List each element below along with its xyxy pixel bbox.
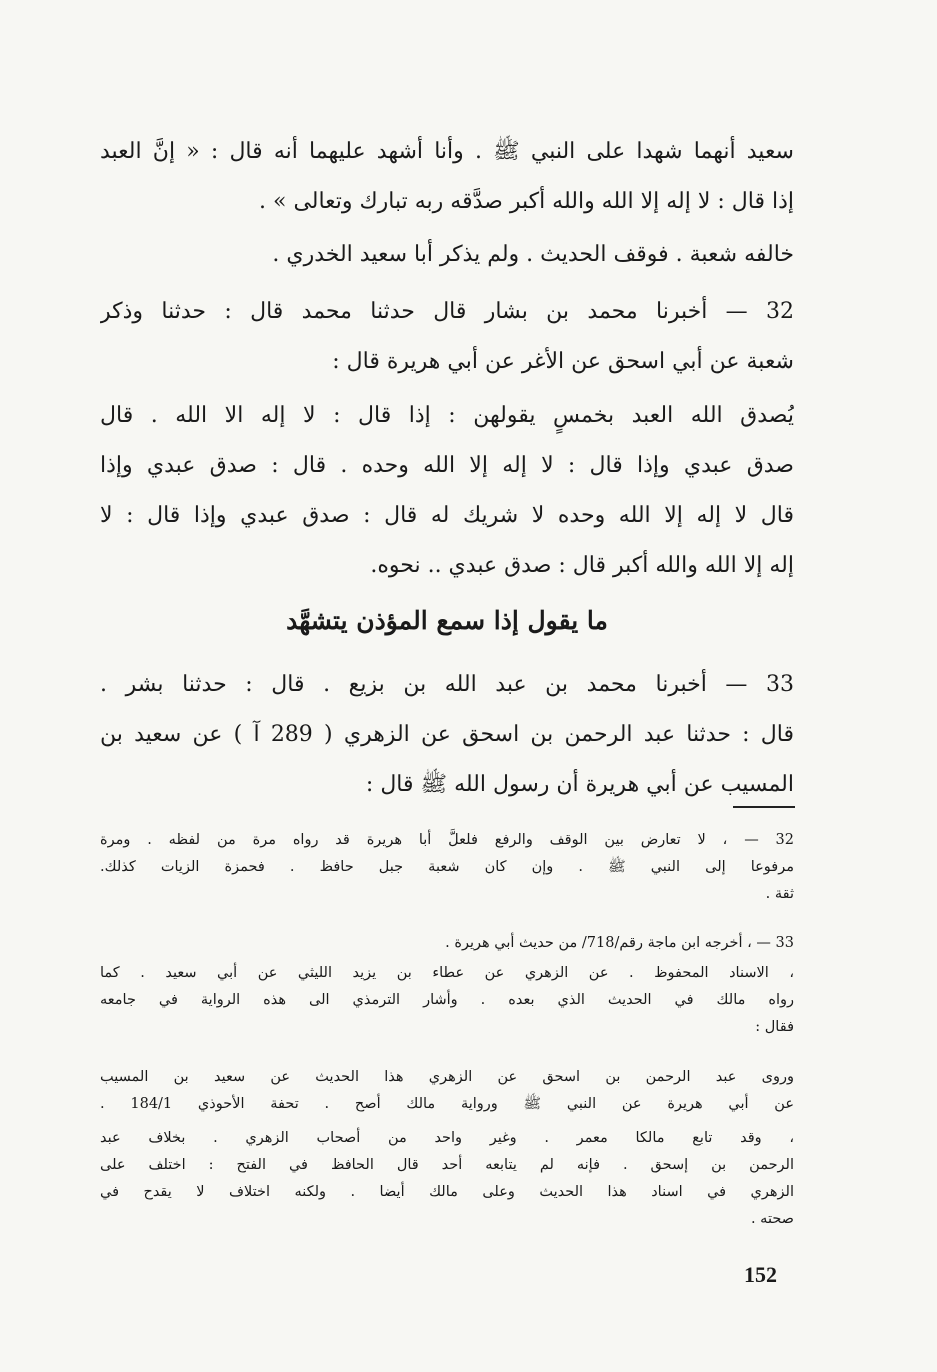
text-line: يُصدق الله العبد بخمسٍ يقولهن : إذا قال : لا إله الا الله . قال <box>100 403 794 428</box>
footnote-line: ، وقد تابع مالكا معمر . وغير واحد من أصحاب الزهري . بخلاف عبد <box>100 1130 794 1146</box>
footnote-line: رواه مالك في الحديث الذي بعده . وأشار الترمذي الى هذه الرواية في جامعه <box>100 992 794 1008</box>
footnote-line: 33 — ، أخرجه ابن ماجة رقم/718/ من حديث أبي هريرة . <box>445 935 794 951</box>
text-line: قال : حدثنا عبد الرحمن بن اسحق عن الزهري ( 289 آ ) عن سعيد بن <box>100 722 794 747</box>
footnote-line: الزهري في اسناد هذا الحديث وعلى مالك أيضا . ولكنه اختلاف لا يقدح في <box>100 1184 794 1200</box>
text-line: خالفه شعبة . فوقف الحديث . ولم يذكر أبا سعيد الخدري . <box>272 242 794 267</box>
footnote-line: صحته . <box>750 1211 794 1227</box>
footnote-32 <box>100 827 794 908</box>
text-line: صدق عبدي وإذا قال : لا إله إلا الله وحده . قال : صدق عبدي وإذا <box>100 453 794 478</box>
text-line: 32 — أخبرنا محمد بن بشار قال حدثنا محمد قال : حدثنا وذكر <box>100 299 794 324</box>
footnote-line: 32 — ، لا تعارض بين الوقف والرفع فلعلَّ أبا هريرة قد رواه مرة من لفظه . ومرة <box>100 832 794 848</box>
paragraph-intro <box>100 127 794 227</box>
footnote-line: مرفوعا إلى النبي ﷺ . وإن كان شعبة جبل حافظ . فحمزة الزيات كذلك. <box>100 859 794 875</box>
footnote-line: ، الاسناد المحفوظ . عن الزهري عن عطاء بن يزيد الليثي عن أبي سعيد . كما <box>100 965 794 981</box>
footnote-33 <box>100 930 794 957</box>
text-line: إذا قال : لا إله إلا الله والله أكبر صدَّقه ربه تبارك وتعالى » . <box>259 189 794 214</box>
footnote-33-isnad <box>100 960 794 1041</box>
hadith-32-isnad <box>100 287 794 387</box>
footnote-line: الرحمن بن إسحق . فإنه لم يتابعه أحد قال الحافظ في الفتح : اختلف على <box>100 1157 794 1173</box>
text-line: قال لا إله إلا الله وحده لا شريك له قال : صدق عبدي وإذا قال : لا <box>100 503 794 528</box>
footnote-separator <box>733 806 795 808</box>
text-line: 33 — أخبرنا محمد بن عبد الله بن بزيع . قال : حدثنا بشر . <box>100 672 794 697</box>
text-line: شعبة عن أبي اسحق عن الأغر عن أبي هريرة قال : <box>332 349 794 374</box>
footnote-line: ثقة . <box>765 886 794 902</box>
footnote-line: وروى عبد الرحمن بن اسحق عن الزهري هذا الحديث عن سعيد بن المسيب <box>100 1069 794 1085</box>
text-line: إله إلا الله والله أكبر قال : صدق عبدي .. نحوه. <box>370 553 794 578</box>
section-heading: ما يقول إذا سمع المؤذن يتشهَّد <box>286 606 608 635</box>
hadith-33 <box>100 660 794 810</box>
page-number: 152 <box>744 1262 777 1287</box>
text-line: المسيب عن أبي هريرة أن رسول الله ﷺ قال : <box>365 772 794 797</box>
footnote-line: عن أبي هريرة عن النبي ﷺ ورواية مالك أصح . تحفة الأحوذي 184/1 . <box>100 1096 794 1112</box>
footnote-33-hafiz <box>100 1125 794 1233</box>
text-line: سعيد أنهما شهدا على النبي ﷺ . وأنا أشهد عليهما أنه قال : « إنَّ العبد <box>100 139 794 164</box>
footnote-33-tirmidhi <box>100 1064 794 1118</box>
footnote-line: فقال : <box>755 1019 794 1035</box>
hadith-32-matn <box>100 391 794 591</box>
paragraph-shuba <box>100 230 794 280</box>
